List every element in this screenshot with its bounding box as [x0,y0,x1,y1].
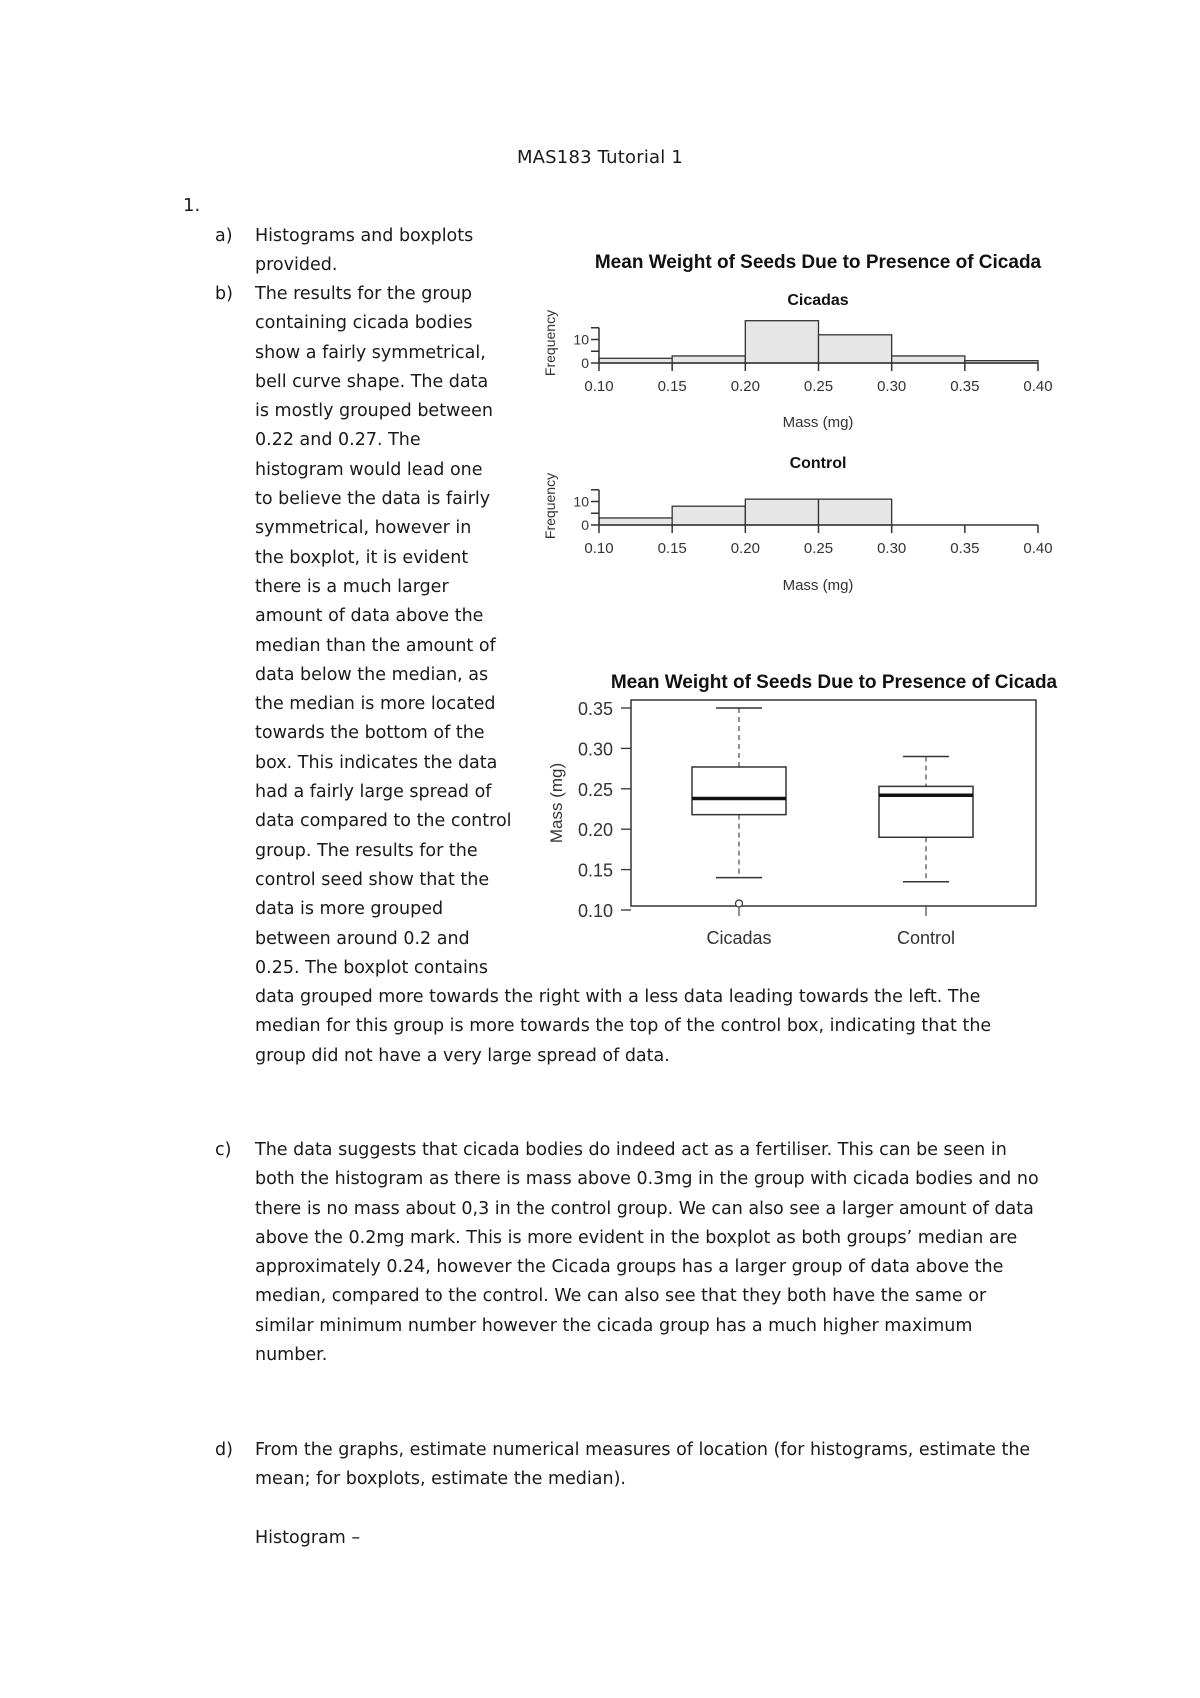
text-line: between around 0.2 and [255,928,470,949]
text-line: data below the median, as [255,664,489,685]
histogram-bar [599,518,672,525]
text-line: The data suggests that cicada bodies do indeed act as a fertiliser. This can be seen in [255,1140,1007,1160]
text-line: above the 0.2mg mark. This is more evident in the boxplot as both groups’ median are [255,1227,1018,1248]
text-line: both the histogram as there is mass above 0.3mg in the group with cicada bodies and no [255,1169,1039,1190]
text-line: group did not have a very large spread of data. [255,1045,670,1066]
item-c-label: c) [215,1140,232,1160]
x-tick-label: 0.25 [803,378,834,395]
text-line: number. [255,1345,328,1366]
x-tick-label: 0.30 [877,378,907,395]
x-tick-label: 0.35 [950,540,980,557]
boxplots [692,708,973,948]
x-tick-label: Control [896,928,956,948]
boxplot-cicadas [692,708,786,948]
item-b-label: b) [215,284,233,304]
text-line: From the graphs, estimate numerical measures of location (for histograms, estimate the [255,1440,1031,1460]
x-tick-label: 0.35 [950,378,980,395]
text-line: there is no mass about 0,3 in the control group. We can also see a larger amount of data [255,1198,1034,1219]
histogram-bars [599,499,892,525]
histogram-bar [672,506,745,525]
item-c [215,1136,1075,1370]
y-tick-label: 0.35 [577,699,613,719]
histogram-bar [745,321,818,363]
text-line: towards the bottom of the [255,723,485,744]
x-tick-label: 0.25 [803,540,834,557]
x-tick-label: 0.30 [877,540,907,557]
histogram-bar [819,335,892,363]
item-d [215,1436,1075,1553]
histogram-bars [599,321,1038,363]
y-axis-label: Frequency [542,472,558,540]
text-line: median for this group is more towards the top of the control box, indicating that the [255,1016,992,1037]
y-tick-label: 0.30 [577,739,613,760]
text-line: is mostly grouped between [255,401,493,422]
text-line: provided. [255,255,338,276]
y-axis [578,699,631,921]
histogram-control [542,455,1053,594]
x-tick-label: 0.40 [1023,540,1053,557]
x-tick-label: 0.10 [584,378,614,395]
text-line: had a fairly large spread of [255,782,492,803]
text-line: there is a much larger [255,576,449,597]
x-tick-label: 0.15 [657,378,687,395]
y-tick-label: 10 [573,493,589,510]
x-tick-label: 0.40 [1023,378,1053,395]
text-line: median, compared to the control. We can also see that they both have the same or [255,1286,987,1307]
text-line: histogram would lead one [255,459,483,480]
y-axis-label: Mass (mg) [547,762,566,844]
x-tick-label: 0.10 [584,540,614,557]
text-line: data is more grouped [255,899,444,920]
text-line: bell curve shape. The data [255,371,489,392]
outlier-point [736,900,743,907]
document-title: MAS183 Tutorial 1 [516,147,684,168]
text-line: similar minimum number however the cicada group has a much higher maximum [255,1315,973,1336]
histogram-figure [0,0,1200,600]
text-line: amount of data above the [255,606,484,627]
histogram-bar [819,499,892,525]
text-line: to believe the data is fairly [255,489,491,510]
panel-title-cicadas: Cicadas [787,292,849,309]
boxplot-control [879,756,973,948]
text-line: box. This indicates the data [255,752,498,773]
item-d-label: d) [215,1440,233,1460]
text-line: approximately 0.24, however the Cicada groups has a larger group of data above the [255,1257,1004,1278]
text-line: Histograms and boxplots [255,226,474,246]
x-tick-label: 0.20 [730,540,760,557]
text-line: 0.25. The boxplot contains [255,957,489,978]
text-line: data compared to the control [255,811,512,832]
histogram-cicadas [542,292,1053,431]
x-tick-label: 0.15 [657,540,687,557]
y-tick-label: 0.10 [577,901,613,921]
text-line: mean; for boxplots, estimate the median). [255,1469,626,1490]
y-tick-label: 0 [581,517,589,533]
histogram-answer-label: Histogram – [255,1527,361,1548]
text-line: containing cicada bodies [255,313,473,334]
text-line: data grouped more towards the right with a less data leading towards the left. The [255,987,981,1008]
boxplot-figure [0,640,1200,960]
x-tick-label: Cicadas [706,928,772,948]
y-tick-label: 0 [581,355,589,371]
y-tick-label: 0.25 [577,779,613,800]
y-axis-label: Frequency [542,309,558,377]
panel-title-control: Control [789,455,847,472]
text-line: the boxplot, it is evident [255,547,469,568]
y-tick-label: 10 [573,331,589,348]
item-a-label: a) [215,226,233,246]
text-line: group. The results for the [255,840,478,861]
text-line: symmetrical, however in [255,518,472,539]
question-number: 1. [183,195,201,216]
text-line: show a fairly symmetrical, [255,342,486,363]
text-line: control seed show that the [255,869,490,890]
y-tick-label: 0.15 [577,860,613,881]
boxplot-title: Mean Weight of Seeds Due to Presence of Cicada [610,672,1058,693]
text-line: median than the amount of [255,635,496,656]
text-line: The results for the group [255,284,473,304]
x-tick-label: 0.20 [730,378,760,395]
histogram-bar [892,356,965,363]
text-line: the median is more located [255,694,496,715]
x-axis-label: Mass (mg) [782,414,854,431]
y-tick-label: 0.20 [577,820,613,841]
histogram-title: Mean Weight of Seeds Due to Presence of Cicada [594,252,1042,273]
histogram-bar [745,499,818,525]
x-axis-label: Mass (mg) [782,577,854,594]
text-line: 0.22 and 0.27. The [255,430,421,451]
iqr-box [692,767,786,815]
histogram-bar [672,356,745,363]
